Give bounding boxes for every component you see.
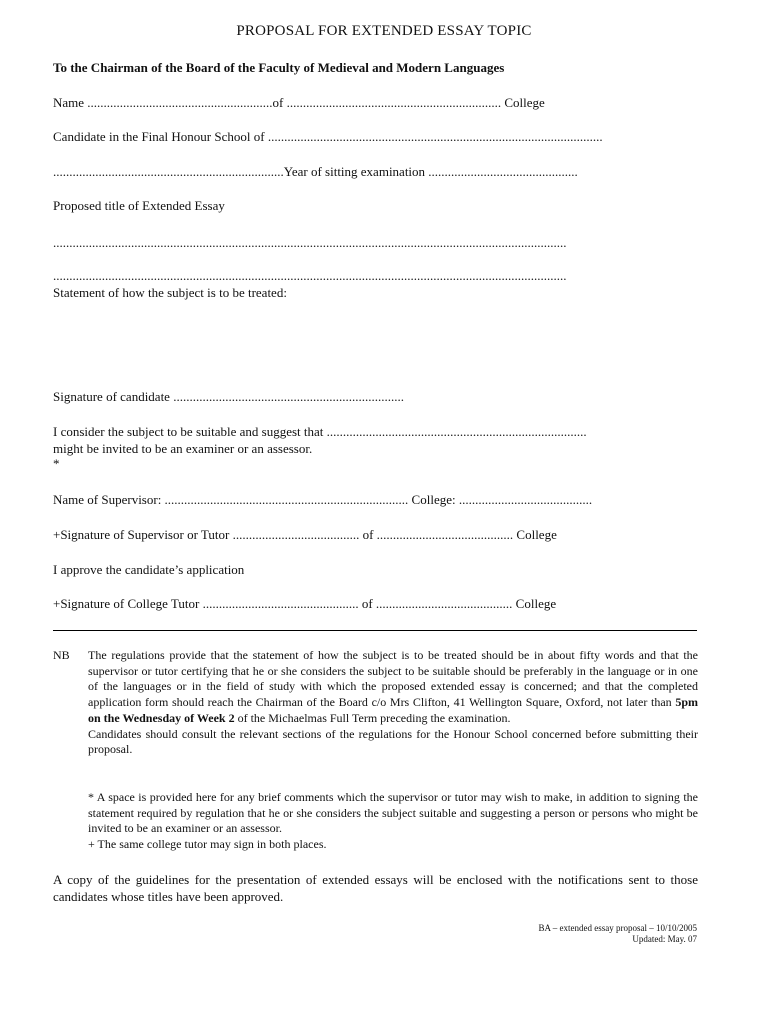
consider-line-cont: might be invited to be an examiner or an assessor. [53, 441, 313, 456]
nb-regulations [88, 648, 698, 758]
nb-consult: Candidates should consult the relevant sections of the regulations for the Honour School concerned before submitting their proposal. [88, 726, 698, 757]
title-field-line-2[interactable]: .............................................................................................................................................................. [53, 268, 567, 283]
supervisor-name-line[interactable]: Name of Supervisor: ........................................................................... College: ......................................... [53, 492, 593, 507]
supervisor-signature-line[interactable]: +Signature of Supervisor or Tutor ....................................... of .......................................... College [53, 527, 557, 542]
candidate-signature-line[interactable]: Signature of candidate ....................................................................... [53, 389, 404, 404]
year-line[interactable]: .......................................................................Year of sitting examination .............................................. [53, 164, 578, 179]
page-title: PROPOSAL FOR EXTENDED ESSAY TOPIC [236, 23, 532, 39]
statement-label: Statement of how the subject is to be treated: [53, 285, 287, 300]
nb-label: NB [53, 648, 70, 662]
deadline-text: 5pm on the Wednesday of Week 2 [88, 695, 698, 725]
nb-para1-text: The regulations provide that the statement of how the subject is to be treated should be in about fifty words and that the supervisor or tutor certifying that he or she considers the subject to be suitable should be preferably in the language or in one of the languages or in the field of study with which the proposed extended essay is concerned; and that the completed application form should reach the Chairman of the Board c/o Mrs Clifton, 41 Wellington Square, Oxford, not later than [88, 648, 698, 710]
asterisk-marker: * [53, 456, 60, 471]
candidate-line[interactable]: Candidate in the Final Honour School of ....................................................................................................... [53, 129, 603, 144]
footer-line-1: BA – extended essay proposal – 10/10/2005 [538, 923, 697, 933]
proposed-title-label: Proposed title of Extended Essay [53, 198, 225, 213]
approve-label: I approve the candidate’s application [53, 562, 245, 577]
college-tutor-signature-line[interactable]: +Signature of College Tutor ................................................ of .......................................... College [53, 596, 557, 611]
divider [53, 630, 697, 631]
nb-plus-note: + The same college tutor may sign in both places. [88, 837, 327, 852]
nb-para1-text-end: of the Michaelmas Full Term preceding the examination. [234, 710, 511, 725]
footer-line-2: Updated: May. 07 [632, 934, 697, 944]
name-line[interactable]: Name .........................................................of .................................................................. College [53, 95, 545, 110]
nb-asterisk-note: * A space is provided here for any brief comments which the supervisor or tutor may wish to make, in addition to signing the statement required by regulation that he or she considers the subject suitable and suggesting a person or persons who might be invited to be an examiner or an assessor. [88, 790, 698, 836]
guidelines-note: A copy of the guidelines for the presentation of extended essays will be enclosed with the notifications sent to those candidates whose titles have been approved. [53, 872, 698, 904]
title-field-line-1[interactable]: .............................................................................................................................................................. [53, 235, 567, 250]
addressee: To the Chairman of the Board of the Faculty of Medieval and Modern Languages [53, 60, 505, 75]
consider-line[interactable]: I consider the subject to be suitable and suggest that ................................................................................ [53, 424, 587, 439]
nb-notes [88, 790, 698, 853]
